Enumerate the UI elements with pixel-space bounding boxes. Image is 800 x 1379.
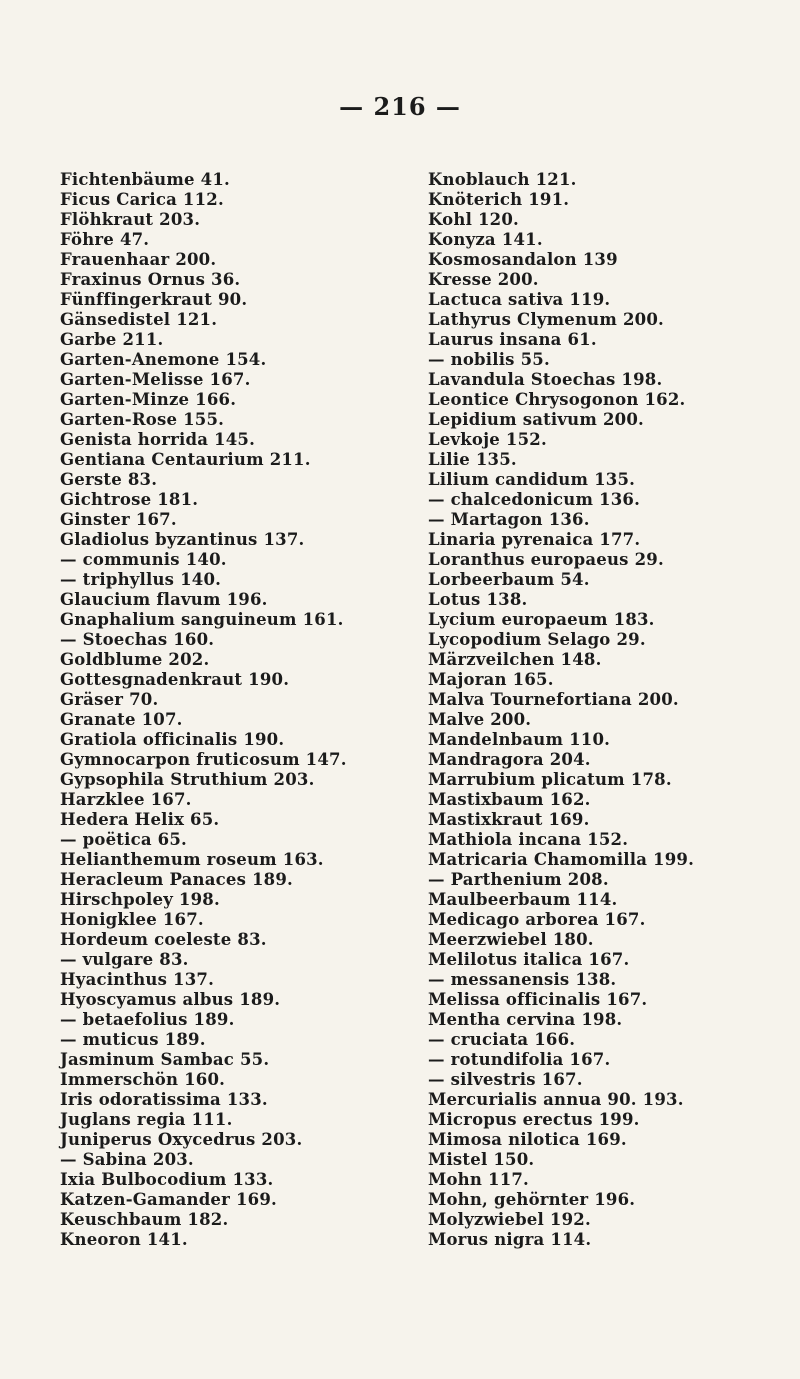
index-entry: — silvestris 167.: [428, 1070, 583, 1089]
index-entry: Ficus Carica 112.: [60, 190, 224, 209]
index-entry: Flöhkraut 203.: [60, 210, 201, 229]
index-entry: Fichtenbäume 41.: [60, 170, 230, 189]
index-entry: — poëtica 65.: [60, 830, 187, 849]
index-column-right: [428, 170, 768, 1250]
index-entry: Gräser 70.: [60, 690, 159, 709]
index-entry: — triphyllus 140.: [60, 570, 222, 589]
index-entry: Marrubium plicatum 178.: [428, 770, 672, 789]
index-entry: Juglans regia 111.: [60, 1110, 233, 1129]
index-entry: Hedera Helix 65.: [60, 810, 220, 829]
index-entry: Keuschbaum 182.: [60, 1210, 229, 1229]
index-column-left: [60, 170, 390, 1250]
index-entry: Malva Tournefortiana 200.: [428, 690, 679, 709]
index-entry: Iris odoratissima 133.: [60, 1090, 268, 1109]
index-entry: — chalcedonicum 136.: [428, 490, 641, 509]
index-entry: Melissa officinalis 167.: [428, 990, 648, 1009]
index-entry: Gottesgnadenkraut 190.: [60, 670, 290, 689]
index-entry: Mohn 117.: [428, 1170, 529, 1189]
index-entry: Malve 200.: [428, 710, 532, 729]
index-entry: Ixia Bulbocodium 133.: [60, 1170, 274, 1189]
index-entry: Gnaphalium sanguineum 161.: [60, 610, 344, 629]
index-entry: — Stoechas 160.: [60, 630, 215, 649]
index-entry: Mastixkraut 169.: [428, 810, 590, 829]
index-entry: Honigklee 167.: [60, 910, 204, 929]
index-entry: Mandelnbaum 110.: [428, 730, 611, 749]
index-entry: Genista horrida 145.: [60, 430, 256, 449]
index-entry: Mentha cervina 198.: [428, 1010, 623, 1029]
index-entry: Maulbeerbaum 114.: [428, 890, 618, 909]
index-entry: Levkoje 152.: [428, 430, 547, 449]
index-entry: Matricaria Chamomilla 199.: [428, 850, 695, 869]
index-entry: Lilium candidum 135.: [428, 470, 636, 489]
index-entry: Melilotus italica 167.: [428, 950, 630, 969]
index-entry: Mathiola incana 152.: [428, 830, 629, 849]
index-entry: Knoblauch 121.: [428, 170, 577, 189]
index-entry: — Martagon 136.: [428, 510, 590, 529]
index-entry: Kosmosandalon 139: [428, 250, 618, 269]
index-entry: Mohn, gehörnter 196.: [428, 1190, 636, 1209]
index-entry: — Parthenium 208.: [428, 870, 609, 889]
index-entry: Märzveilchen 148.: [428, 650, 602, 669]
index-entry: Micropus erectus 199.: [428, 1110, 640, 1129]
index-entry: Gymnocarpon fruticosum 147.: [60, 750, 347, 769]
index-entry: Lotus 138.: [428, 590, 528, 609]
index-entry: Hirschpoley 198.: [60, 890, 220, 909]
index-entry: Heracleum Panaces 189.: [60, 870, 293, 889]
index-entry: — communis 140.: [60, 550, 227, 569]
index-entry: — rotundifolia 167.: [428, 1050, 611, 1069]
index-entry: Leontice Chrysogonon 162.: [428, 390, 686, 409]
index-entry: Föhre 47.: [60, 230, 150, 249]
index-entry: Gypsophila Struthium 203.: [60, 770, 315, 789]
index-entry: Medicago arborea 167.: [428, 910, 646, 929]
index-entry: Fraxinus Ornus 36.: [60, 270, 241, 289]
index-entry: Mercurialis annua 90. 193.: [428, 1090, 684, 1109]
index-entry: Loranthus europaeus 29.: [428, 550, 664, 569]
index-entry: Lycopodium Selago 29.: [428, 630, 646, 649]
index-entry: Mistel 150.: [428, 1150, 535, 1169]
index-entry: Hyacinthus 137.: [60, 970, 215, 989]
index-entry: Garten-Melisse 167.: [60, 370, 251, 389]
index-entry: Katzen-Gamander 169.: [60, 1190, 277, 1209]
index-entry: Granate 107.: [60, 710, 183, 729]
index-entry: Garten-Rose 155.: [60, 410, 225, 429]
index-entry: Helianthemum roseum 163.: [60, 850, 324, 869]
index-entry: Kohl 120.: [428, 210, 519, 229]
index-entry: Fünffingerkraut 90.: [60, 290, 248, 309]
index-entry: Lavandula Stoechas 198.: [428, 370, 663, 389]
index-entry: Glaucium flavum 196.: [60, 590, 268, 609]
index-entry: — vulgare 83.: [60, 950, 189, 969]
index-entry: Konyza 141.: [428, 230, 543, 249]
index-entry: Lilie 135.: [428, 450, 517, 469]
index-entry: Gerste 83.: [60, 470, 158, 489]
index-entry: Laurus insana 61.: [428, 330, 597, 349]
index-entry: Kresse 200.: [428, 270, 539, 289]
index-entry: Hyoscyamus albus 189.: [60, 990, 281, 1009]
index-entry: Garten-Anemone 154.: [60, 350, 267, 369]
index-entry: Kneoron 141.: [60, 1230, 188, 1249]
index-entry: Harzklee 167.: [60, 790, 192, 809]
index-entry: Juniperus Oxycedrus 203.: [60, 1130, 303, 1149]
index-entry: Lycium europaeum 183.: [428, 610, 655, 629]
index-entry: Mastixbaum 162.: [428, 790, 591, 809]
index-entry: Jasminum Sambac 55.: [60, 1050, 270, 1069]
index-entry: — messanensis 138.: [428, 970, 617, 989]
index-entry: Hordeum coeleste 83.: [60, 930, 267, 949]
index-entry: — betaefolius 189.: [60, 1010, 235, 1029]
index-entry: Lactuca sativa 119.: [428, 290, 611, 309]
index-entry: — cruciata 166.: [428, 1030, 576, 1049]
index-entry: Goldblume 202.: [60, 650, 210, 669]
index-entry: Majoran 165.: [428, 670, 554, 689]
index-entry: Mandragora 204.: [428, 750, 591, 769]
index-entry: — nobilis 55.: [428, 350, 550, 369]
index-entry: Meerzwiebel 180.: [428, 930, 594, 949]
index-entry: Garten-Minze 166.: [60, 390, 237, 409]
index-entry: Immerschön 160.: [60, 1070, 226, 1089]
index-entry: — muticus 189.: [60, 1030, 206, 1049]
index-entry: Garbe 211.: [60, 330, 164, 349]
index-entry: Mimosa nilotica 169.: [428, 1130, 627, 1149]
index-entry: Gratiola officinalis 190.: [60, 730, 285, 749]
index-entry: Linaria pyrenaica 177.: [428, 530, 641, 549]
index-entry: Morus nigra 114.: [428, 1230, 592, 1249]
index-entry: Knöterich 191.: [428, 190, 570, 209]
index-entry: Gänsedistel 121.: [60, 310, 218, 329]
index-entry: Lathyrus Clymenum 200.: [428, 310, 664, 329]
index-entry: Lorbeerbaum 54.: [428, 570, 590, 589]
page-number-header: — 216 —: [339, 92, 461, 121]
index-entry: Frauenhaar 200.: [60, 250, 217, 269]
index-entry: Gentiana Centaurium 211.: [60, 450, 311, 469]
index-entry: Lepidium sativum 200.: [428, 410, 644, 429]
index-entry: — Sabina 203.: [60, 1150, 194, 1169]
index-entry: Molyzwiebel 192.: [428, 1210, 591, 1229]
index-entry: Gladiolus byzantinus 137.: [60, 530, 305, 549]
index-entry: Ginster 167.: [60, 510, 177, 529]
index-entry: Gichtrose 181.: [60, 490, 199, 509]
